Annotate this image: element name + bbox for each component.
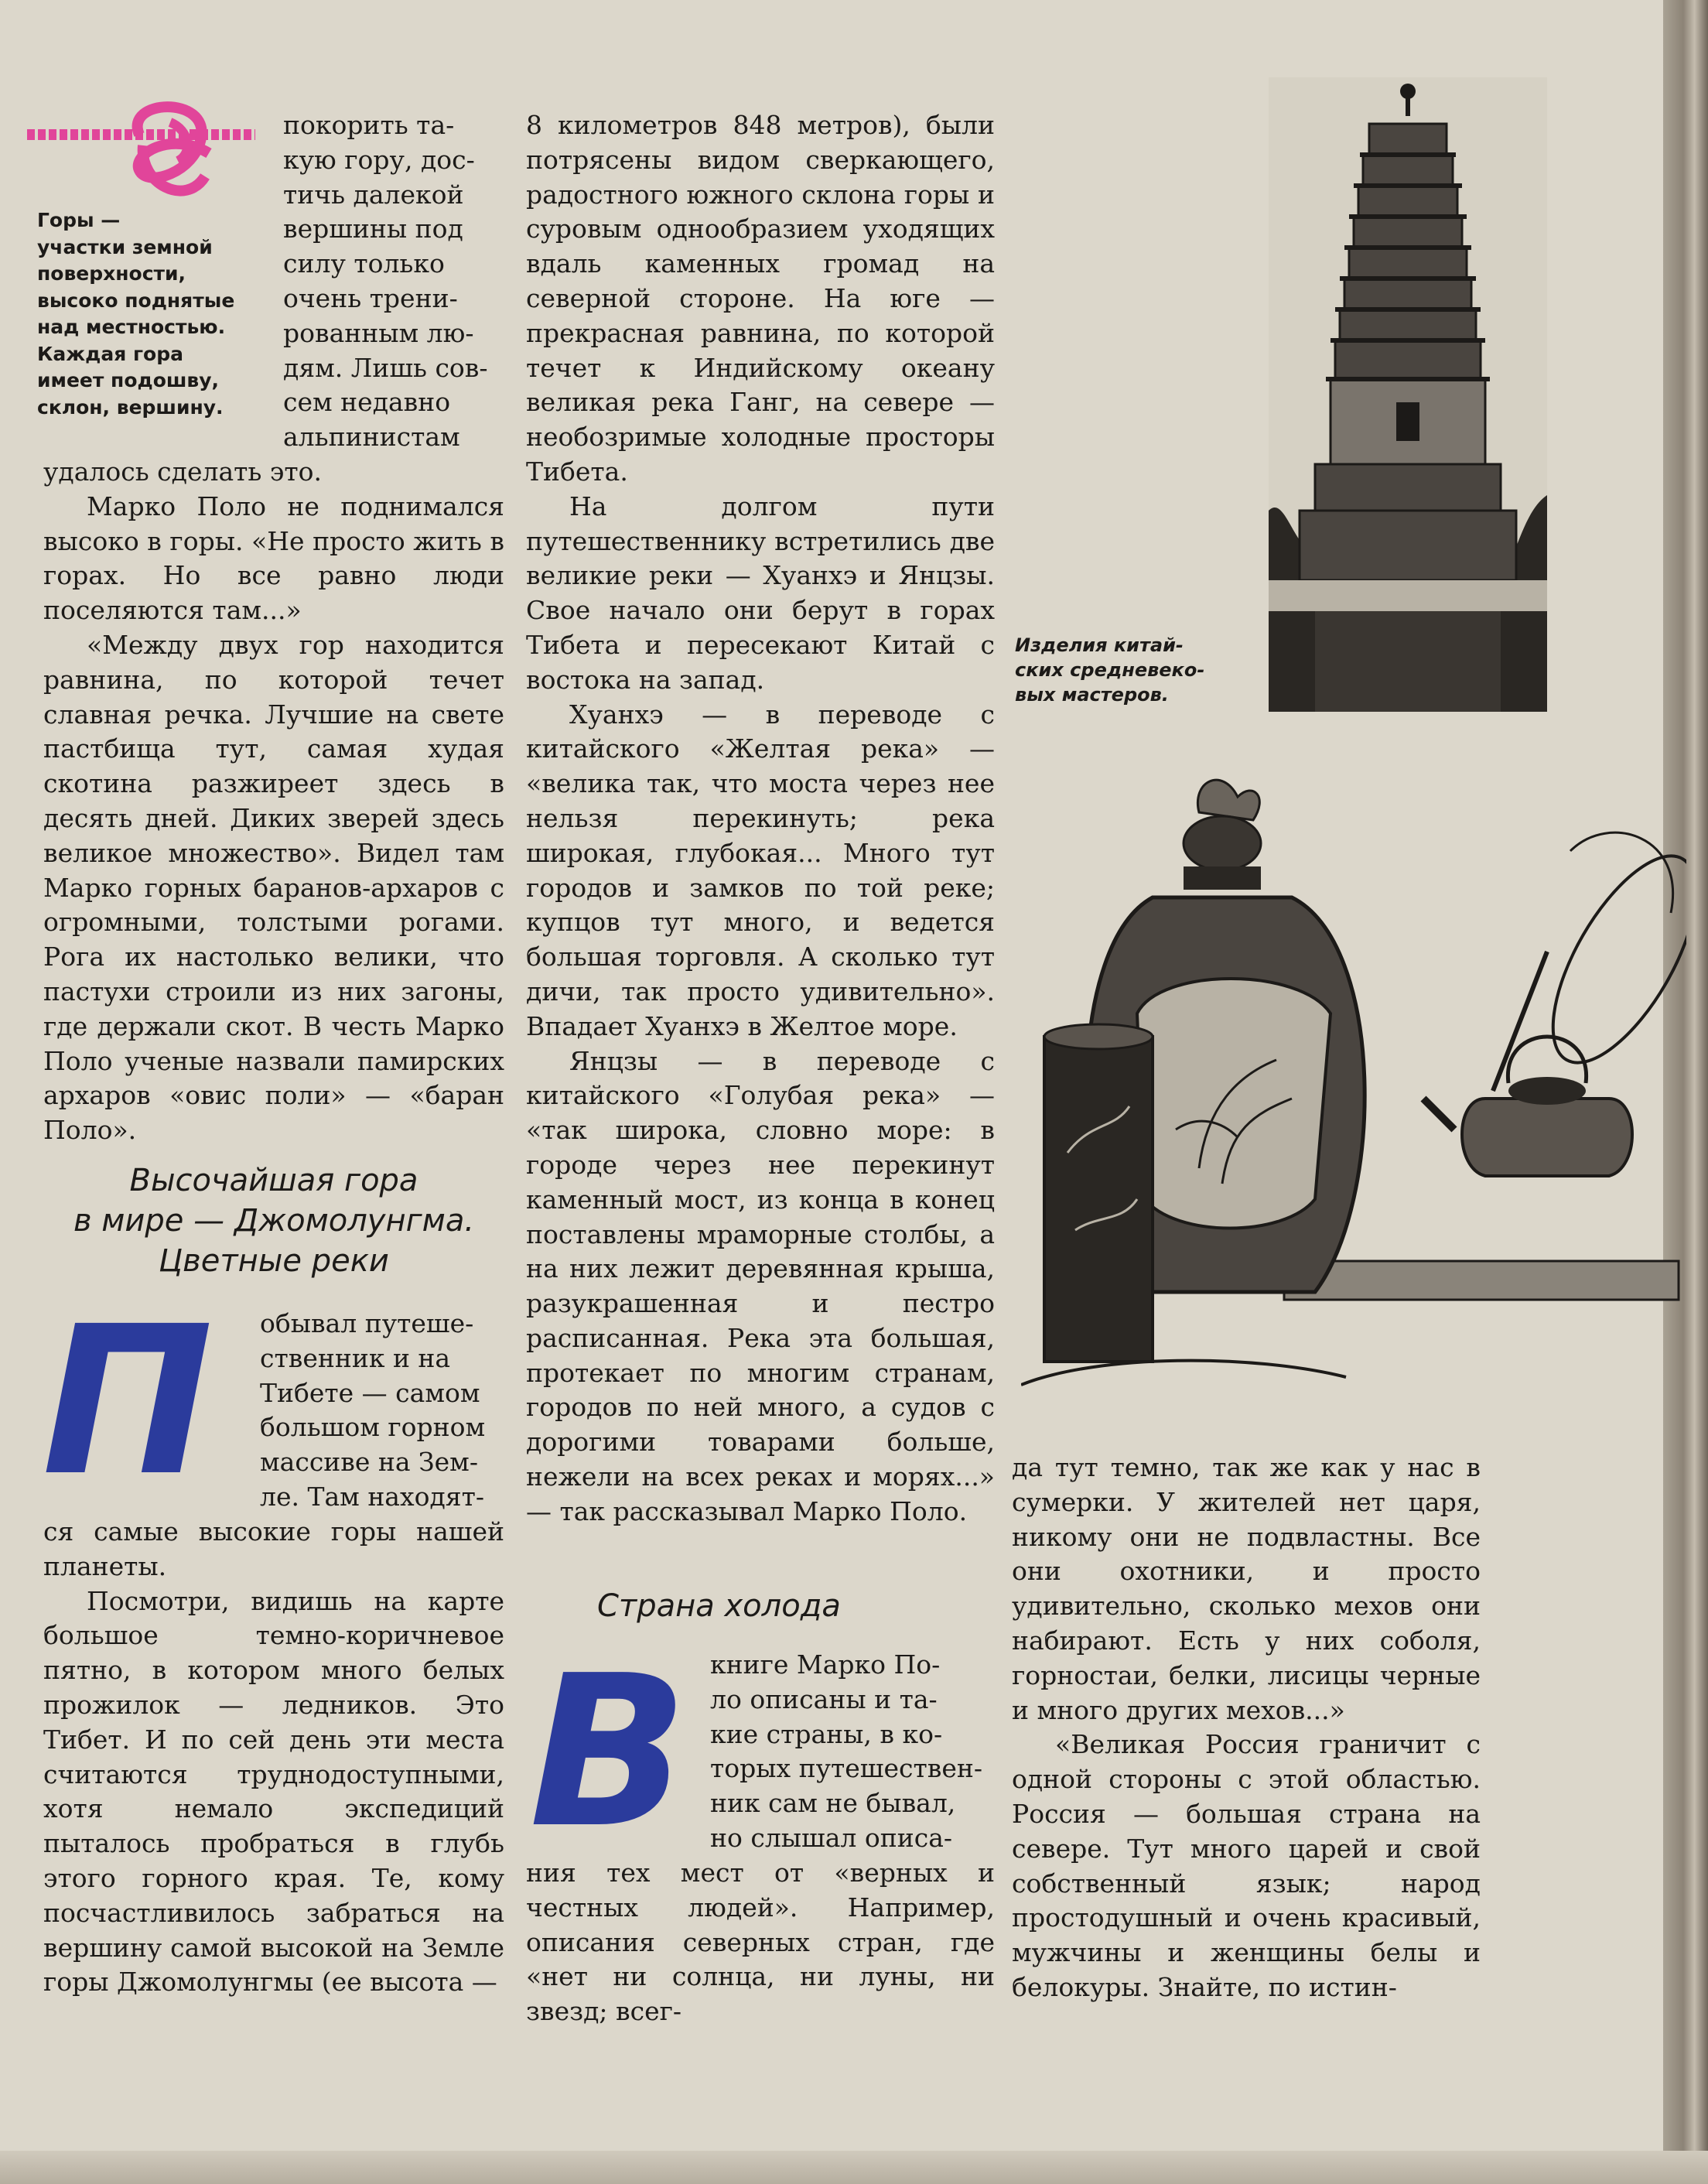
- heading-line: Страна холода: [597, 1588, 841, 1624]
- side-note-line: имеет подошву,: [37, 369, 220, 391]
- text-line: книге Марко По-: [710, 1649, 941, 1680]
- dropcap-v: В: [529, 1630, 688, 1874]
- section-heading-everest: [43, 1160, 504, 1281]
- side-note-line: поверхности,: [37, 262, 186, 285]
- paragraph: да тут темно, так же как у нас в сумерки. У жителей нет царя, никому они не подвластны. Все они охотники, и просто удивительно, сколько мехов они набирают. Есть у них соболя, горностаи, белки, лисицы черные и много других мехов...»: [1012, 1452, 1481, 1725]
- text-line: массиве на Зем-: [260, 1447, 478, 1478]
- text-line: ник сам не бывал,: [710, 1788, 956, 1819]
- text-line: тичь далекой: [283, 179, 464, 210]
- text-line: ственник и на: [260, 1342, 451, 1373]
- illustration-caption: [1015, 633, 1239, 707]
- paragraph: Марко Поло не поднимался высоко в горы. «Не просто жить в горах. Но все равно люди поселяются там...»: [43, 490, 504, 626]
- text-line: очень трени-: [283, 282, 458, 313]
- text-line: большом горном: [260, 1412, 486, 1443]
- rope-knot-icon: [23, 99, 278, 207]
- text-line: кую гору, дос-: [283, 144, 475, 175]
- heading-line: в мире — Джомолунгма.: [73, 1203, 475, 1239]
- paragraph: 8 километров 848 метров), были потрясены видом сверкающего, радостного южного склона горы и суровым однообразием уходящих вдаль каменных громад на северной стороне. На юге — прекрасная равнина, по которой течет к Индийскому океану великая река Ганг, на севере — необозримые холодные просторы Тибета.: [526, 110, 995, 487]
- side-note-line: Каждая гора: [37, 342, 184, 365]
- pagoda-illustration: [1269, 77, 1547, 712]
- col2-dropcap-block: [710, 1648, 995, 1856]
- paragraph: «Великая Россия граничит с одной стороны с этой областью. Россия — большая страна на севере. Тут много царей и свой собственный язык; народ простодушный и очень красивый, мужчины и женщины белы и белокуры. Знайте, по истин-: [1012, 1729, 1481, 2002]
- col1-narrow-block: [283, 108, 501, 455]
- text-line: Тибете — самом: [260, 1377, 480, 1408]
- caption-line: вых мастеров.: [1015, 684, 1169, 706]
- text-line: рованным лю-: [283, 317, 474, 348]
- text-line: обывал путеше-: [260, 1308, 474, 1338]
- paragraph: ся самые высокие горы нашей планеты.: [43, 1516, 504, 1581]
- text-line: дям. Лишь сов-: [283, 352, 488, 383]
- dropcap-p: П: [42, 1283, 214, 1521]
- text-line: вершины под: [283, 214, 463, 244]
- text-line: ло описаны и та-: [710, 1683, 938, 1714]
- col1-body-top: [43, 455, 504, 1148]
- paragraph: Янцзы — в переводе с китайского «Голубая река» — «так широка, словно море: в городе через нее перекинут каменный мост, из конца в конец поставлены мраморные столбы, а на них лежит деревянная крыша, разукрашенная и пестро расписанная. Река эта большая, протекает по многим странам, городов по ней много, а судов с дорогими товарами больше, нежели на всех реках и морях...» — так рассказывал Марко Поло.: [526, 1045, 995, 1526]
- col3-body: [1012, 1451, 1481, 2005]
- paragraph: ния тех мест от «верных и честных людей». Например, описания северных стран, где «нет ни солнца, ни луны, ни звезд; всег-: [526, 1858, 995, 2027]
- paragraph: «Между двух гор находится равнина, по которой течет славная речка. Лучшие на свете пастбища тут, самая худая скотина разжиреет здесь в десять дней. Диких зверей здесь великое множество». Видел там Марко горных баранов-архаров с огромными, толстыми рогами. Рога их настолько велики, что пастухи строили из них загоны, где держали скот. В честь Марко Поло ученые назвали памирских архаров «овис поли» — «баран Поло».: [43, 629, 504, 1146]
- col2-body-bottom: [526, 1856, 995, 2029]
- side-note-line: над местностью.: [37, 316, 226, 338]
- col2-body-top: [526, 108, 995, 1529]
- side-note-line: склон, вершину.: [37, 395, 224, 419]
- paragraph: Хуанхэ — в переводе с китайского «Желтая река» — «велика так, что моста через нее нельзя перекинуть; река широкая, глубокая... Много тут городов и замков по той реке; купцов тут много, и ведется большая торговля. А сколько тут дичи, так просто удивительно». Впадает Хуанхэ в Желтое море.: [526, 699, 995, 1041]
- text-line: торых путешествен-: [710, 1753, 983, 1784]
- text-line: кие страны, в ко-: [710, 1718, 943, 1749]
- paragraph: Посмотри, видишь на карте большое темно-коричневое пятно, в котором много белых прожилок — ледников. Это Тибет. И по сей день эти места считаются труднодоступными, хотя немало экспедиций пыталось пробраться в глубь этого горного края. Те, кому посчастливилось забраться на вершину самой высокой на Земле горы Джомолунгмы (ее высота —: [43, 1585, 504, 1998]
- heading-line: Высочайшая гора: [129, 1163, 418, 1198]
- text-line: но слышал описа-: [710, 1822, 953, 1853]
- text-line: покорить та-: [283, 110, 455, 140]
- paragraph: удалось сделать это.: [43, 456, 322, 487]
- paragraph: На долгом пути путешественнику встретились две великие реки — Хуанхэ и Янцзы. Свое начало они берут в горах Тибета и пересекают Китай с востока на запад.: [526, 490, 995, 695]
- text-line: сем недавно: [283, 387, 451, 418]
- porcelain-illustration: [1021, 766, 1686, 1408]
- section-heading-cold-country: [526, 1586, 945, 1626]
- col1-body-bottom: [43, 1515, 504, 2000]
- col1-dropcap-block: [260, 1307, 504, 1515]
- side-note-line: участки земной: [37, 235, 213, 258]
- side-note-line: высоко поднятые: [37, 289, 235, 312]
- caption-line: Изделия китай-: [1015, 634, 1184, 656]
- text-line: ле. Там находят-: [260, 1481, 485, 1512]
- page-bottom-edge: [0, 2151, 1708, 2184]
- side-note-line: Горы —: [37, 209, 121, 231]
- text-line: силу только: [283, 248, 445, 279]
- caption-line: ских средневеко-: [1015, 659, 1205, 681]
- text-line: альпинистам: [283, 422, 460, 453]
- sidebar-definition: [37, 207, 269, 421]
- heading-line: Цветные реки: [159, 1243, 389, 1279]
